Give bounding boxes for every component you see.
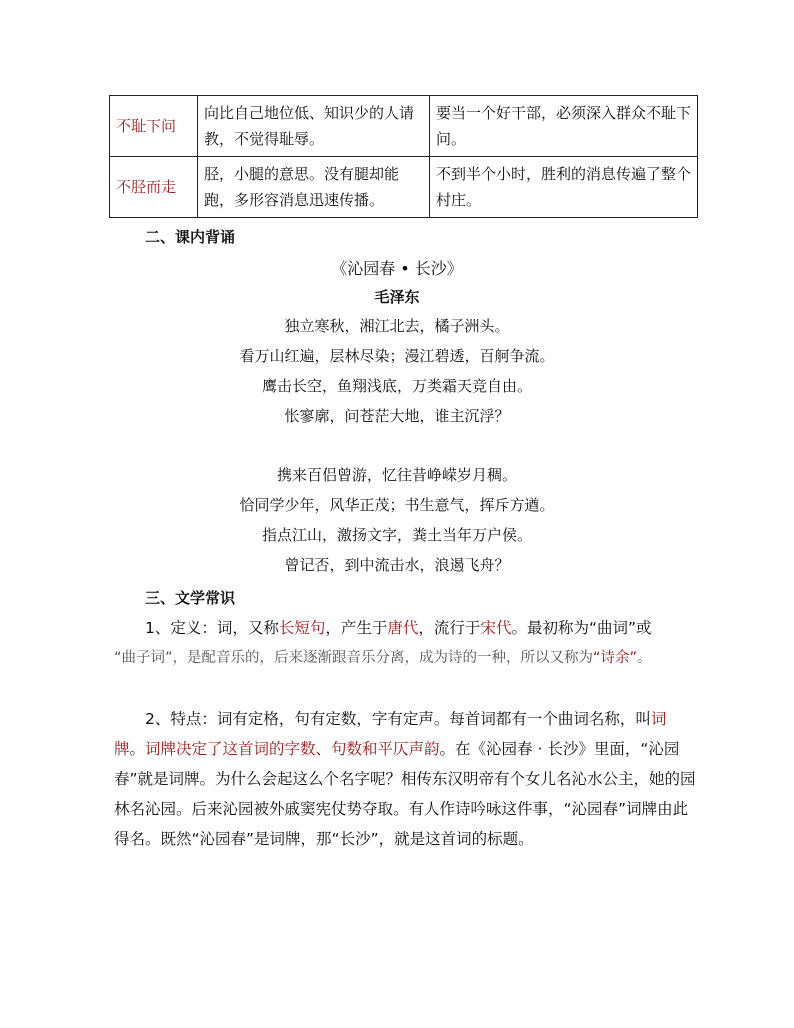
- text: 1、定义：词，又称: [145, 619, 279, 637]
- definition-paragraph: [114, 613, 696, 673]
- text: 。最初称为“曲词”或: [511, 619, 652, 637]
- poem-line: 携来百侣曾游，忆往昔峥嵘岁月稠。: [276, 466, 517, 484]
- highlight-term: 词牌决定了这首词的字数、句数和平仄声韵: [145, 740, 440, 758]
- text: ，产生于: [325, 619, 388, 637]
- idiom-term: 不耻下问: [110, 96, 198, 157]
- section-heading-recitation: 二、课内背诵: [145, 228, 236, 246]
- highlight-term: 唐代: [387, 619, 419, 637]
- idiom-example: 不到半个小时，胜利的消息传遍了整个村庄。: [430, 157, 698, 218]
- poem-line: 怅寥廓，问苍茫大地，谁主沉浮？: [284, 407, 510, 425]
- poem-line: 鹰击长空，鱼翔浅底，万类霜天竞自由。: [261, 377, 532, 395]
- text: 2、特点：词有定格，句有定数，字有定声。每首词都有一个曲词名称，叫: [145, 710, 651, 728]
- poem-line: 看万山红遍，层林尽染；漫江碧透，百舸争流。: [239, 347, 555, 365]
- text: ，流行于: [418, 619, 481, 637]
- poem-line: 曾记否，到中流击水，浪遏飞舟？: [284, 556, 510, 574]
- text: “曲子词”，是配音乐的，后来逐渐跟音乐分离，成为诗的一种，所以又称为: [114, 650, 594, 666]
- table-row: [110, 96, 698, 157]
- idiom-term: 不胫而走: [110, 157, 198, 218]
- text: 。: [129, 740, 146, 758]
- highlight-term: 词牌: [114, 710, 667, 758]
- poem-line: 恰同学少年，风华正茂；书生意气，挥斥方遒。: [239, 496, 555, 514]
- definition-line-2: [114, 643, 696, 673]
- section-heading-literature: 三、文学常识: [145, 589, 236, 607]
- table-row: [110, 157, 698, 218]
- idiom-meaning: 胫，小腿的意思。没有腿却能跑，多形容消息迅速传播。: [198, 157, 430, 218]
- highlight-term: 长短句: [278, 619, 326, 637]
- text: 。: [637, 650, 652, 666]
- highlight-term: “诗余”: [593, 650, 638, 666]
- features-paragraph: [114, 704, 696, 854]
- poem-line: 指点江山，激扬文字，粪土当年万户侯。: [261, 526, 532, 544]
- poem-author: 毛泽东: [374, 288, 420, 306]
- idiom-example: 要当一个好干部，必须深入群众不耻下问。: [430, 96, 698, 157]
- definition-line-1: [114, 613, 696, 643]
- idiom-table: [109, 95, 698, 218]
- poem-title: 《沁园春 • 长沙》: [331, 259, 463, 278]
- highlight-term: 宋代: [480, 619, 512, 637]
- text: 。在《沁园春 · 长沙》里面，“沁园春”就是词牌。为什么会起这么个名字呢？相传东汉明帝有个女儿名沁水公主，她的园林名沁园。后来沁园被外戚窦宪仗势夺取。有人作诗吟咏这件事，“沁园春”词牌由此得名。既然“沁园春”是词牌，那“长沙”，就是这首词的标题。: [114, 740, 696, 848]
- idiom-meaning: 向比自己地位低、知识少的人请教，不觉得耻辱。: [198, 96, 430, 157]
- poem-line: 独立寒秋，湘江北去，橘子洲头。: [284, 317, 510, 335]
